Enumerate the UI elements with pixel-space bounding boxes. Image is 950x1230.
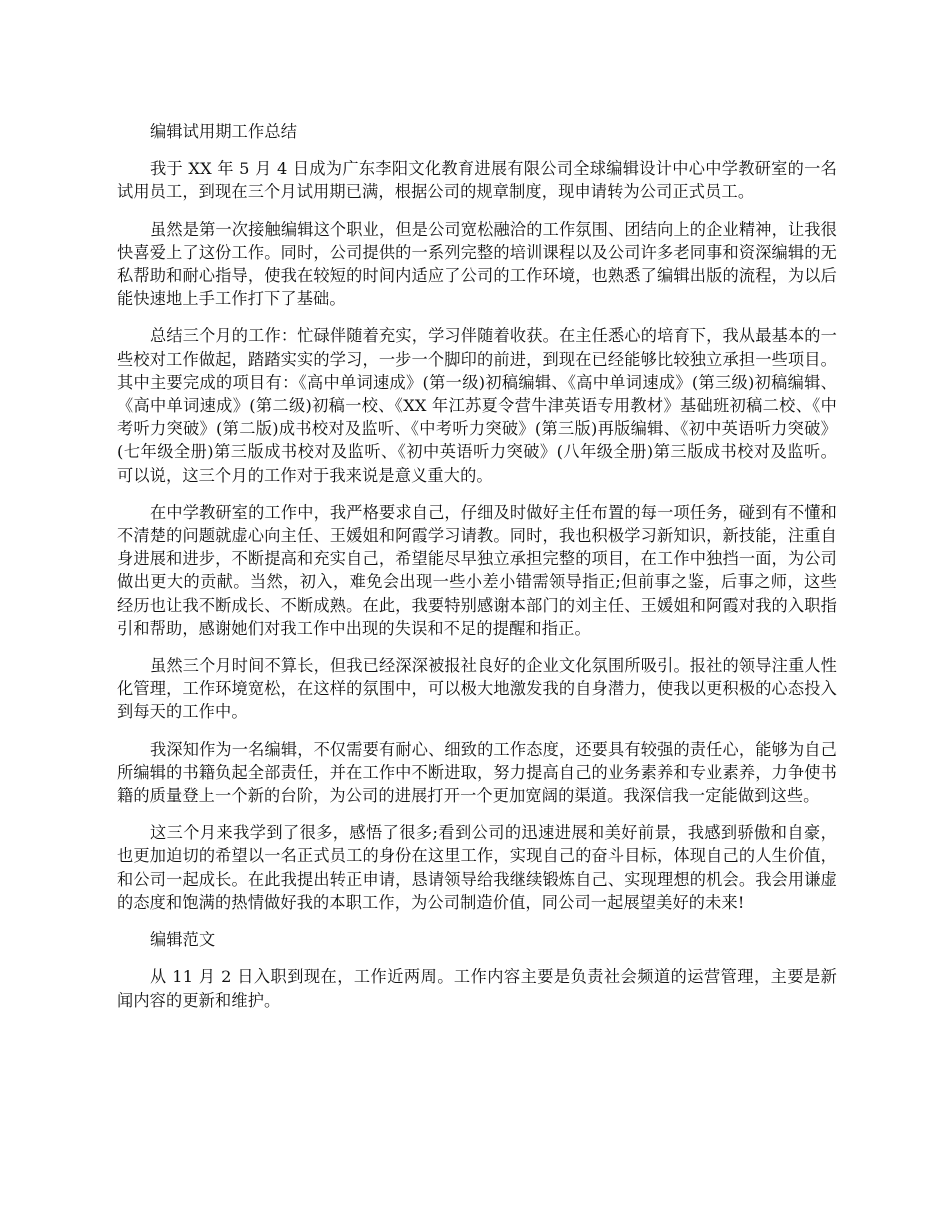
paragraph: 在中学教研室的工作中，我严格要求自己，仔细及时做好主任布置的每一项任务，碰到有不懂和不清楚的问题就虚心向主任、王媛姐和阿霞学习请教。同时，我也积极学习新知识，新技能，注重自身进展和进步，不断提高和充实自己，希望能尽早独立承担完整的项目，在工作中独挡一面，为公司做出更大的贡献。当然，初入，难免会出现一些小差小错需领导指正;但前事之鉴，后事之师，这些经历也让我不断成长、不断成熟。在此，我要特别感谢本部门的刘主任、王媛姐和阿霞对我的入职指引和帮助，感谢她们对我工作中出现的失误和不足的提醒和指正。 xyxy=(117,502,837,638)
document-body xyxy=(117,120,837,1026)
document-title: 编辑试用期工作总结 xyxy=(150,122,298,141)
paragraph: 虽然是第一次接触编辑这个职业，但是公司宽松融洽的工作氛围、团结向上的企业精神，让我很快喜爱上了这份工作。同时，公司提供的一系列完整的培训课程以及公司许多老同事和资深编辑的无私帮助和耐心指导，使我在较短的时间内适应了公司的工作环境，也熟悉了编辑出版的流程，为以后能快速地上手工作打下了基础。 xyxy=(117,219,837,309)
paragraph: 从 11 月 2 日入职到现在，工作近两周。工作内容主要是负责社会频道的运营管理，主要是新闻内容的更新和维护。 xyxy=(117,967,837,1010)
paragraph: 总结三个月的工作：忙碌伴随着充实，学习伴随着收获。在主任悉心的培育下，我从最基本的一些校对工作做起，踏踏实实的学习，一步一个脚印的前进，到现在已经能够比较独立承担一些项目。其中主要完成的项目有：《高中单词速成》(第一级)初稿编辑、《高中单词速成》(第三级)初稿编辑、《高中单词速成》(第二级)初稿一校、《XX 年江苏夏令营牛津英语专用教材》基础班初稿二校、《中考听力突破》(第二版)成书校对及监听、《中考听力突破》(第三版)再版编辑、《初中英语听力突破》(七年级全册)第三版成书校对及监听、《初中英语听力突破》(八年级全册)第三版成书校对及监听。可以说，这三个月的工作对于我来说是意义重大的。 xyxy=(117,326,837,485)
paragraph: 我深知作为一名编辑，不仅需要有耐心、细致的工作态度，还要具有较强的责任心，能够为自己所编辑的书籍负起全部责任，并在工作中不断进取，努力提高自己的业务素养和专业素养，力争使书籍的质量登上一个新的台阶，为公司的进展打开一个更加宽阔的渠道。我深信我一定能做到这些。 xyxy=(117,739,837,806)
section-title: 编辑范文 xyxy=(150,930,216,950)
paragraph: 这三个月来我学到了很多，感悟了很多;看到公司的迅速进展和美好前景，我感到骄傲和自豪，也更加迫切的希望以一名正式员工的身份在这里工作，实现自己的奋斗目标，体现自己的人生价值，和公司一起成长。在此我提出转正申请，恳请领导给我继续锻炼自己、实现理想的机会。我会用谦虚的态度和饱满的热情做好我的本职工作，为公司制造价值，同公司一起展望美好的未来! xyxy=(117,823,837,912)
paragraph: 我于 XX 年 5 月 4 日成为广东李阳文化教育进展有限公司全球编辑设计中心中学教研室的一名试用员工，到现在三个月试用期已满，根据公司的规章制度，现申请转为公司正式员工。 xyxy=(117,159,837,202)
paragraph: 虽然三个月时间不算长，但我已经深深被报社良好的企业文化氛围所吸引。报社的领导注重人性化管理，工作环境宽松，在这样的氛围中，可以极大地激发我的自身潜力，使我以更积极的心态投入到每天的工作中。 xyxy=(117,656,837,722)
